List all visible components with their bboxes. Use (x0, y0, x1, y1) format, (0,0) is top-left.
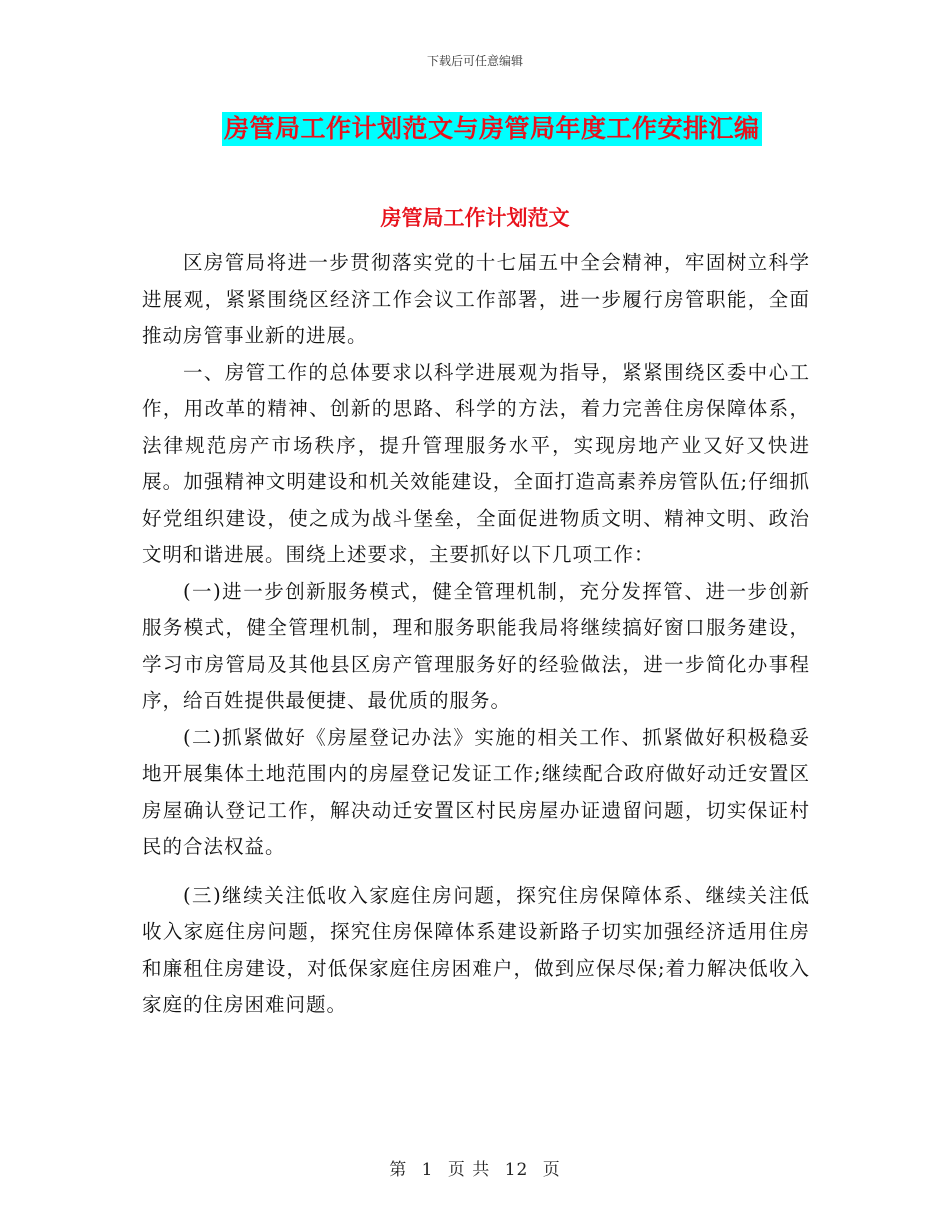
paragraph-item-3: (三)继续关注低收入家庭住房问题，探究住房保障体系、继续关注低收入家庭住房问题，探究住房保障体系建设新路子切实加强经济适用住房和廉租住房建设，对低保家庭住房困难户，做到应保尽保;着力解决低收入家庭的住房困难问题。 (142, 883, 810, 1016)
footer-middle: 页 共 (447, 1160, 491, 1180)
paragraph-intro: 区房管局将进一步贯彻落实党的十七届五中全会精神，牢固树立科学进展观，紧紧围绕区经济工作会议工作部署，进一步履行房管职能，全面推动房管事业新的进展。 (142, 251, 810, 347)
paragraph-item-2: (二)抓紧做好《房屋登记办法》实施的相关工作、抓紧做好积极稳妥地开展集体土地范围内的房屋登记发证工作;继续配合政府做好动迁安置区房屋确认登记工作，解决动迁安置区村民房屋办证遗留问题，切实保证村民的合法权益。 (142, 725, 810, 858)
paragraph-item-1: (一)进一步创新服务模式，健全管理机制，充分发挥管、进一步创新服务模式，健全管理机制，理和服务职能我局将继续搞好窗口服务建设，学习市房管局及其他县区房产管理服务好的经验做法，进一步简化办事程序，给百姓提供最便捷、最优质的服务。 (142, 579, 810, 712)
paragraph-general-requirements: 一、房管工作的总体要求以科学进展观为指导，紧紧围绕区委中心工作，用改革的精神、创新的思路、科学的方法，着力完善住房保障体系，法律规范房产市场秩序，提升管理服务水平，实现房地产业又好又快进展。加强精神文明建设和机关效能建设，全面打造高素养房管队伍;仔细抓好党组织建设，使之成为战斗堡垒，全面促进物质文明、精神文明、政治文明和谐进展。围绕上述要求，主要抓好以下几项工作： (142, 360, 810, 566)
footer-suffix: 页 (542, 1160, 561, 1180)
header-note: 下载后可任意编辑 (426, 54, 523, 68)
section-title: 房管局工作计划范文 (380, 205, 570, 230)
footer-total-pages: 12 (504, 1160, 529, 1180)
main-title: 房管局工作计划范文与房管局年度工作安排汇编 (222, 112, 762, 146)
footer-prefix: 第 (389, 1160, 408, 1180)
page-footer (0, 1155, 950, 1180)
body-text (142, 245, 810, 1024)
footer-page-number: 1 (421, 1160, 434, 1180)
